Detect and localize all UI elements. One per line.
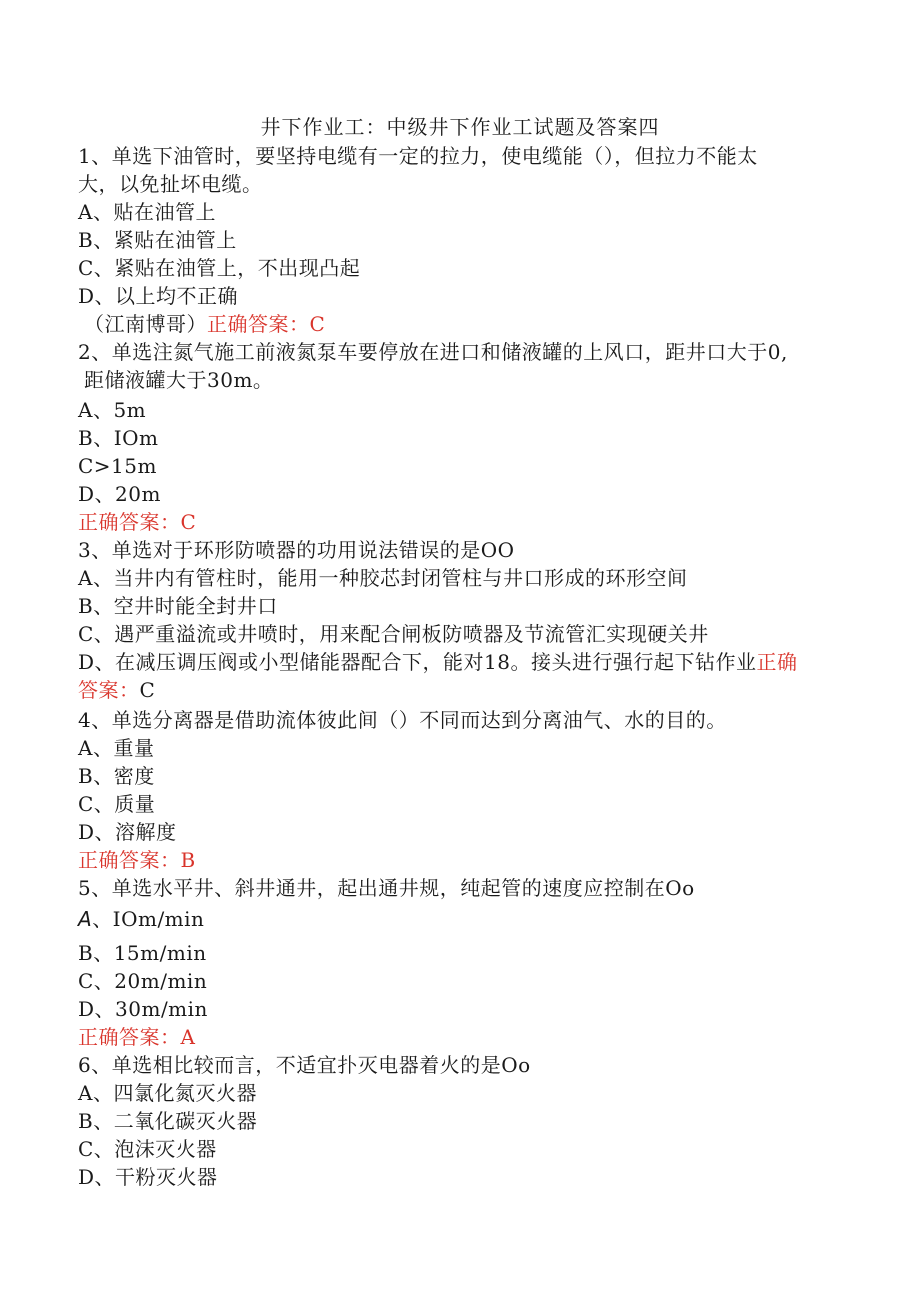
q1-option-c: C、紧贴在油管上，不出现凸起: [78, 256, 361, 280]
q6-stem-line1: 6、单选相比较而言，不适宜扑灭电器着火的是Oo: [78, 1053, 531, 1077]
q5-option-a-text: 、IOm/min: [92, 907, 205, 931]
q3-option-b: B、空井时能全封井口: [78, 594, 278, 618]
q5-option-a-letter: A: [78, 907, 93, 931]
q1-stem-line2: 大，以免扯坏电缆。: [78, 172, 263, 196]
q3-answer-line: [78, 676, 155, 704]
q3-option-a: A、当井内有管柱时，能用一种胶芯封闭管柱与井口形成的环形空间: [78, 566, 688, 590]
q6-option-a: A、四氯化氮灭火器: [78, 1081, 257, 1105]
q5-answer: 正确答案：A: [78, 1025, 196, 1049]
q4-answer: 正确答案：B: [78, 848, 196, 872]
q6-option-d: D、干粉灭火器: [78, 1165, 218, 1189]
q6-option-b: B、二氧化碳灭火器: [78, 1109, 258, 1133]
q3-option-d-line: [78, 648, 797, 676]
q2-option-a: A、5m: [78, 398, 147, 422]
q1-answer: 正确答案：C: [207, 312, 326, 336]
q2-answer: 正确答案：C: [78, 510, 197, 534]
q2-option-d: D、20m: [78, 482, 161, 506]
q5-stem-line1: 5、单选水平井、斜井通井，起出通井规，纯起管的速度应控制在Oo: [78, 876, 695, 900]
q1-source-prefix: （江南博哥）: [84, 312, 207, 336]
q3-answer-part2: 答案：: [78, 678, 140, 702]
q4-option-c: C、质量: [78, 792, 156, 816]
q1-stem-line1: 1、单选下油管时，要坚持电缆有一定的拉力，使电缆能（），但拉力不能太: [78, 144, 758, 168]
q4-option-a: A、重量: [78, 736, 155, 760]
q4-option-d: D、溶解度: [78, 820, 177, 844]
q1-option-b: B、紧贴在油管上: [78, 228, 237, 252]
page-title: 井下作业工：中级井下作业工试题及答案四: [260, 115, 660, 139]
q5-option-a: [78, 905, 204, 933]
q3-option-d: D、在减压调压阀或小型储能器配合下，能对18。接头进行强行起下钻作业: [78, 650, 757, 674]
q2-option-c: C>15m: [78, 454, 157, 478]
q1-answer-line: [84, 310, 325, 338]
q3-answer-part1: 正确: [756, 650, 798, 674]
q2-option-b: B、IOm: [78, 426, 159, 450]
q4-stem-line1: 4、单选分离器是借助流体彼此间（）不同而达到分离油气、水的目的。: [78, 708, 727, 732]
q1-option-a: A、贴在油管上: [78, 200, 216, 224]
q4-option-b: B、密度: [78, 764, 155, 788]
q5-option-b: B、15m/min: [78, 941, 207, 965]
q6-option-c: C、泡沫灭火器: [78, 1137, 217, 1161]
q3-answer-letter: C: [139, 678, 156, 702]
q3-stem-line1: 3、单选对于环形防喷器的功用说法错误的是OO: [78, 538, 515, 562]
q3-option-c: C、遇严重溢流或井喷时，用来配合闸板防喷器及节流管汇实现硬关井: [78, 622, 709, 646]
q2-stem-line2: 距储液罐大于30m。: [84, 368, 274, 392]
q1-option-d: D、以上均不正确: [78, 284, 239, 308]
q5-option-d: D、30m/min: [78, 997, 208, 1021]
q5-option-c: C、20m/min: [78, 969, 208, 993]
q2-stem-line1: 2、单选注氮气施工前液氮泵车要停放在进口和储液罐的上风口，距井口大于0,: [78, 340, 788, 364]
